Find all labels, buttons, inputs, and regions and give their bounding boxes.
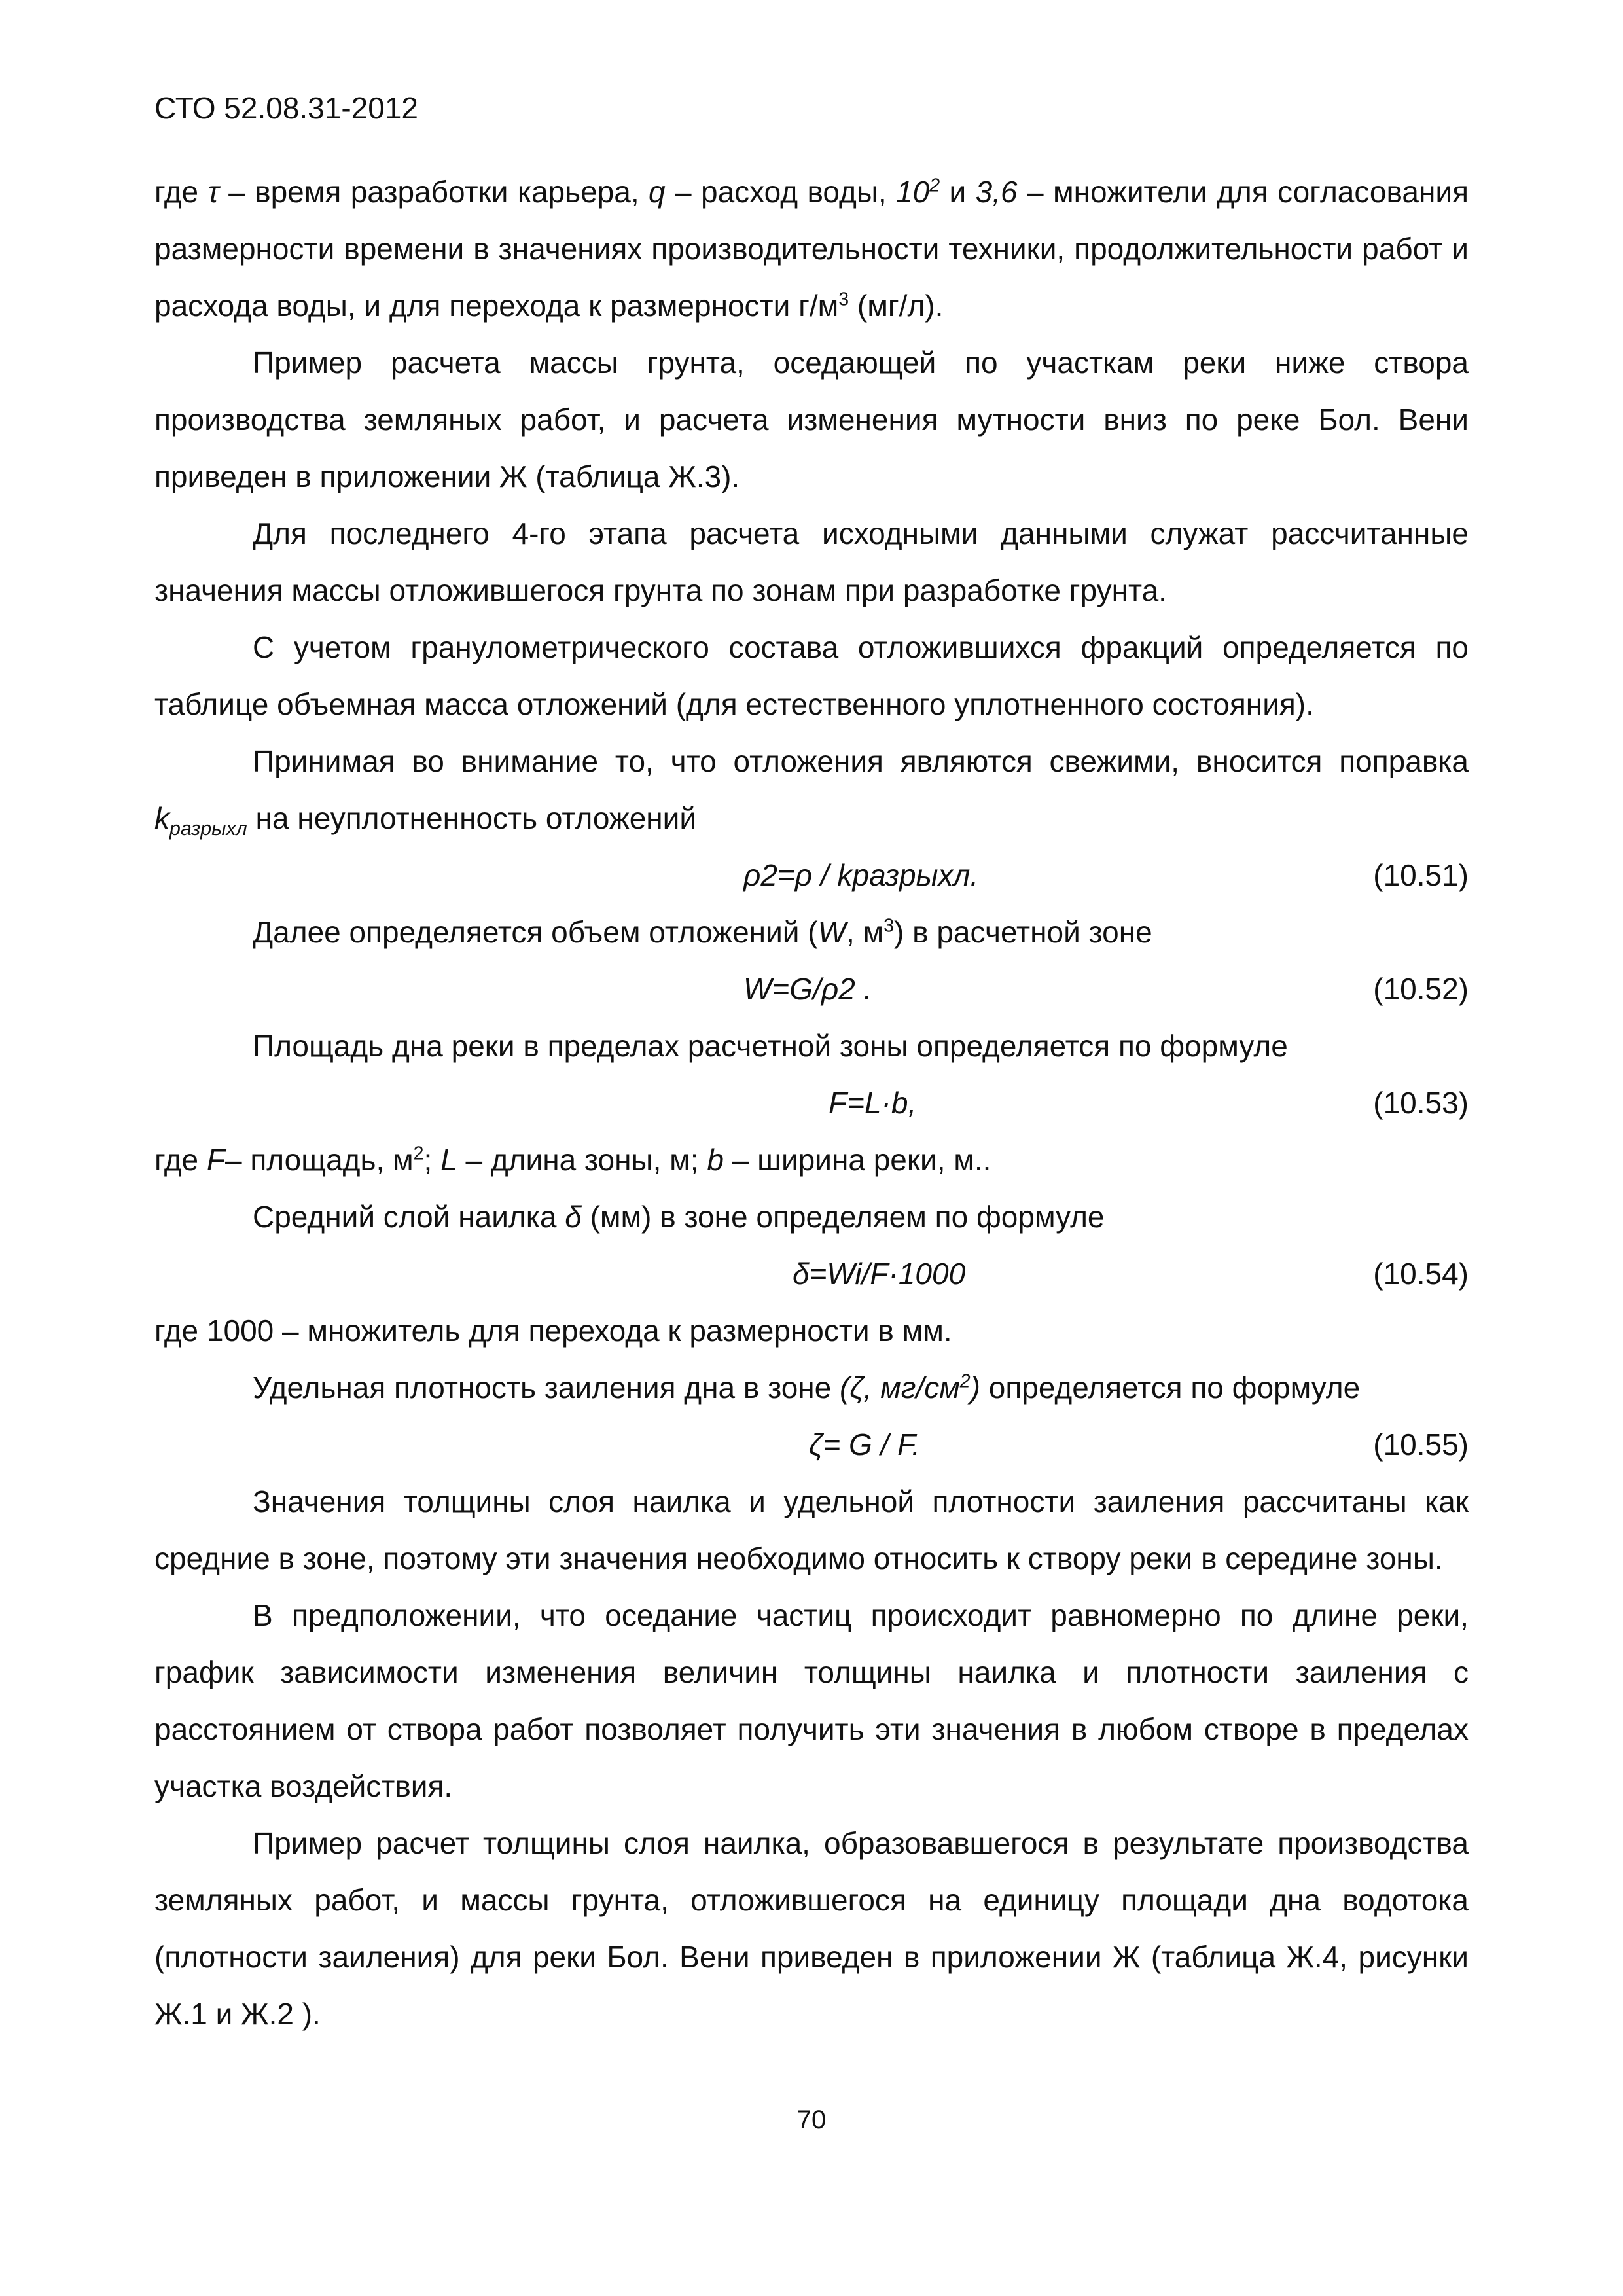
unit-exponent: 3 (838, 289, 849, 310)
text: Удельная плотность заиления дна в зоне (253, 1371, 840, 1405)
formula-number: (10.53) (1373, 1086, 1469, 1120)
var-l: L (440, 1143, 457, 1177)
text: – длина зоны, м; (457, 1143, 707, 1177)
text: определяется по формуле (980, 1371, 1361, 1405)
unit-exponent: 2 (959, 1371, 971, 1392)
paragraph-5 (154, 733, 1469, 847)
paragraph-7: Площадь дна реки в пределах расчетной зоны определяется по формуле (253, 1029, 1288, 1063)
text: (мг/л). (849, 289, 944, 323)
formula-number: (10.51) (1373, 858, 1469, 892)
text: – ширина реки, м.. (723, 1143, 991, 1177)
var-tau: τ (207, 175, 219, 209)
paragraph-8 (154, 1132, 1469, 1189)
zeta-units (840, 1371, 980, 1405)
text: где (154, 175, 208, 209)
document-code: СТО 52.08.31-2012 (154, 91, 418, 125)
multiplier-base: 10 (896, 175, 930, 209)
paragraph-14: Пример расчет толщины слоя наилка, образовавшегося в результате производства земляных работ, и массы грунта, отложившегося на единицу площади дна водотока (плотности заиления) для реки Бол. Вени приведен в приложении Ж (таблица Ж.4, рисунки Ж.1 и Ж.2 ). (154, 1826, 1469, 2031)
text: – расход воды, (665, 175, 897, 209)
var-b: b (707, 1143, 724, 1177)
text: Средний слой наилка (253, 1200, 565, 1234)
formula-10-53 (154, 1075, 1469, 1132)
k-loosening (154, 801, 247, 840)
multiplier-exponent: 2 (929, 175, 940, 196)
text: (мм) в зоне определяем по формуле (581, 1200, 1105, 1234)
paragraph-2: Пример расчета массы грунта, оседающей по участкам реки ниже створа производства земляных работ, и расчета изменения мутности вниз по реке Бол. Вени приведен в приложении Ж (таблица Ж.3). (154, 346, 1469, 493)
text: ) (970, 1371, 980, 1405)
formula-10-55 (154, 1416, 1469, 1473)
paragraph-6 (154, 904, 1469, 961)
formula-expression: δ=Wi/F·1000 (793, 1257, 966, 1291)
text: (ζ, мг/см (840, 1371, 960, 1405)
multiplier-3-6: 3,6 (975, 175, 1018, 209)
text: – время разработки карьера, (219, 175, 649, 209)
text: и (940, 175, 976, 209)
formula-expression: ρ2=ρ / kразрыхл. (743, 858, 979, 892)
formula-number: (10.52) (1373, 972, 1469, 1006)
formula-expression: ζ= G / F. (809, 1427, 921, 1462)
multiplier-100 (896, 175, 940, 209)
formula-expression: F=L·b, (829, 1086, 917, 1120)
paragraph-9 (154, 1189, 1469, 1246)
formula-10-51 (154, 847, 1469, 904)
k-subscript: разрыхл (169, 818, 247, 840)
text: – площадь, м (225, 1143, 414, 1177)
formula-number: (10.55) (1373, 1427, 1469, 1462)
var-q: q (649, 175, 666, 209)
unit-exponent: 2 (413, 1143, 424, 1164)
paragraph-13: В предположении, что оседание частиц происходит равномерно по длине реки, график зависимости изменения величин толщины наилка и плотности заиления с расстоянием от створа работ позволяет получить эти значения в любом створе в пределах участка воздействия. (154, 1598, 1469, 1803)
formula-expression: W=G/ρ2 . (743, 972, 872, 1006)
unit-exponent: 3 (883, 915, 895, 937)
k-symbol: k (154, 801, 169, 835)
var-f: F (206, 1143, 226, 1177)
formula-10-54 (154, 1246, 1469, 1302)
paragraph-12: Значения толщины слоя наилка и удельной плотности заиления рассчитаны как средние в зоне, поэтому эти значения необходимо относить к створу реки в середине зоны. (154, 1484, 1469, 1575)
formula-10-52 (154, 961, 1469, 1018)
var-delta: δ (565, 1200, 582, 1234)
page-body (154, 164, 1469, 2043)
text: Принимая во внимание то, что отложения являются свежими, вносится поправка (253, 744, 1469, 778)
text: ; (423, 1143, 441, 1177)
text: – множители для согласования размерности времени в значениях производительности техники, продолжительности работ и расхода воды, и для перехода к размерности г/м (154, 175, 1469, 323)
text: на неуплотненность отложений (247, 801, 697, 835)
page-number: 70 (796, 2106, 827, 2134)
text: где (154, 1143, 207, 1177)
formula-number: (10.54) (1373, 1257, 1469, 1291)
text: ) в расчетной зоне (894, 915, 1152, 949)
paragraph-3: Для последнего 4-го этапа расчета исходными данными служат рассчитанные значения массы отложившегося грунта по зонам при разработке грунта. (154, 516, 1469, 607)
paragraph-11 (154, 1359, 1469, 1416)
text: Далее определяется объем отложений ( (253, 915, 818, 949)
paragraph-1 (154, 164, 1469, 334)
var-w: W (817, 915, 846, 949)
paragraph-4: С учетом гранулометрического состава отложившихся фракций определяется по таблице объемная масса отложений (для естественного уплотненного состояния). (154, 630, 1469, 721)
text: , м (846, 915, 884, 949)
paragraph-10: где 1000 – множитель для перехода к размерности в мм. (154, 1314, 952, 1348)
